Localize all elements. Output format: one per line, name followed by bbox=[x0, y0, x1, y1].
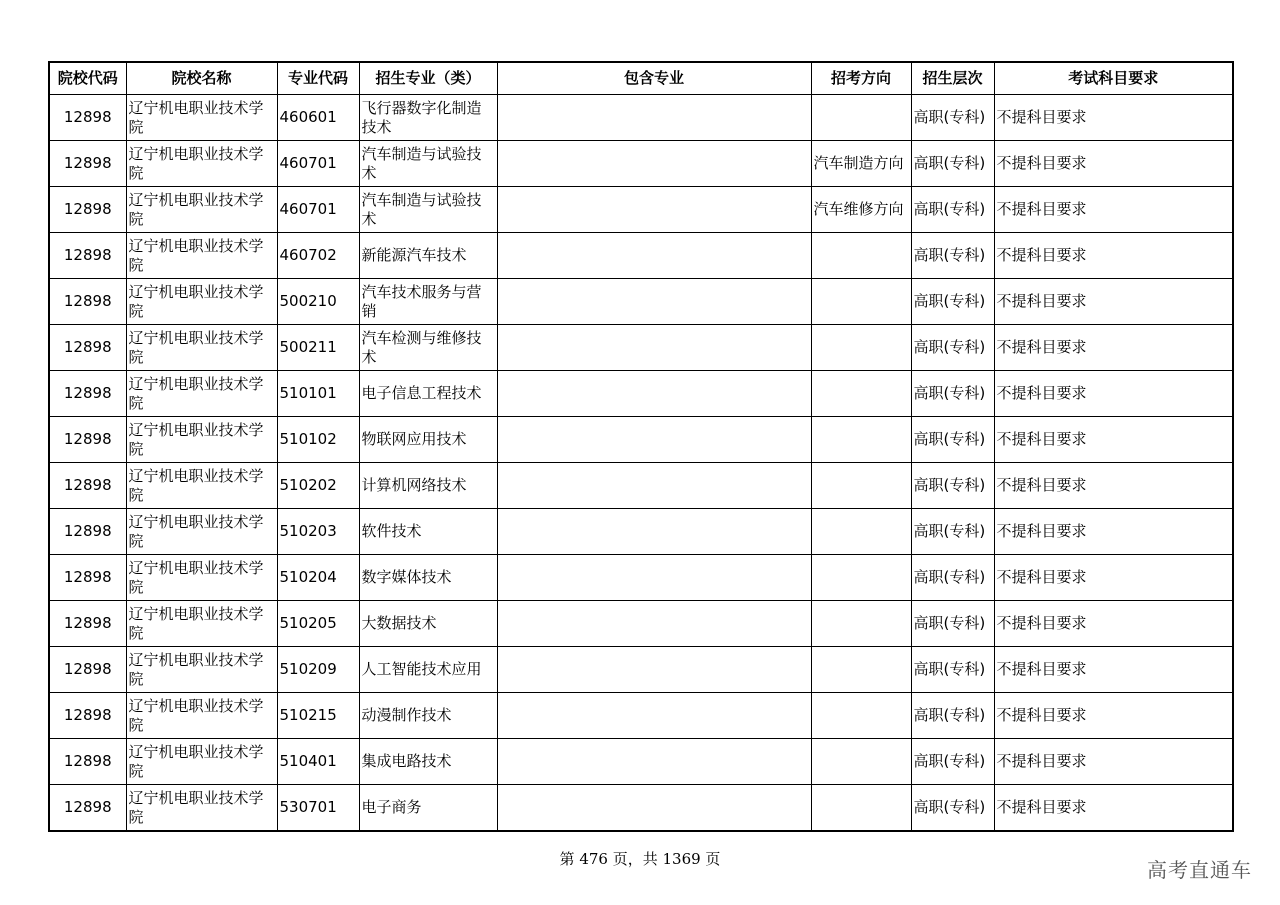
cell-included-majors bbox=[497, 693, 811, 739]
cell-major-name: 汽车制造与试验技术 bbox=[359, 141, 497, 187]
cell-school-code: 12898 bbox=[49, 555, 126, 601]
page-number: 第 476 页，共 1369 页 bbox=[559, 850, 721, 868]
cell-major-code: 510204 bbox=[277, 555, 359, 601]
cell-major-name: 数字媒体技术 bbox=[359, 555, 497, 601]
cell-level: 高职(专科) bbox=[911, 739, 994, 785]
cell-school-code: 12898 bbox=[49, 463, 126, 509]
cell-school-code: 12898 bbox=[49, 509, 126, 555]
cell-major-name: 集成电路技术 bbox=[359, 739, 497, 785]
cell-school-code: 12898 bbox=[49, 739, 126, 785]
cell-direction bbox=[811, 325, 911, 371]
cell-major-code: 510101 bbox=[277, 371, 359, 417]
table-row bbox=[49, 555, 1233, 601]
cell-direction bbox=[811, 601, 911, 647]
cell-major-name: 汽车检测与维修技术 bbox=[359, 325, 497, 371]
header-direction: 招考方向 bbox=[811, 62, 911, 95]
cell-direction: 汽车制造方向 bbox=[811, 141, 911, 187]
cell-school-code: 12898 bbox=[49, 279, 126, 325]
cell-school-name: 辽宁机电职业技术学院 bbox=[126, 95, 277, 141]
cell-direction bbox=[811, 463, 911, 509]
cell-school-name: 辽宁机电职业技术学院 bbox=[126, 325, 277, 371]
cell-level: 高职(专科) bbox=[911, 555, 994, 601]
table-row bbox=[49, 371, 1233, 417]
cell-school-name: 辽宁机电职业技术学院 bbox=[126, 279, 277, 325]
cell-school-code: 12898 bbox=[49, 141, 126, 187]
cell-level: 高职(专科) bbox=[911, 233, 994, 279]
cell-major-name: 汽车技术服务与营销 bbox=[359, 279, 497, 325]
cell-school-name: 辽宁机电职业技术学院 bbox=[126, 693, 277, 739]
cell-major-name: 物联网应用技术 bbox=[359, 417, 497, 463]
cell-major-name: 大数据技术 bbox=[359, 601, 497, 647]
cell-major-code: 510215 bbox=[277, 693, 359, 739]
cell-school-code: 12898 bbox=[49, 417, 126, 463]
cell-subject-requirements: 不提科目要求 bbox=[994, 647, 1233, 693]
table-header-row bbox=[49, 62, 1233, 95]
cell-included-majors bbox=[497, 325, 811, 371]
cell-school-code: 12898 bbox=[49, 325, 126, 371]
cell-included-majors bbox=[497, 95, 811, 141]
cell-subject-requirements: 不提科目要求 bbox=[994, 233, 1233, 279]
cell-included-majors bbox=[497, 417, 811, 463]
cell-included-majors bbox=[497, 233, 811, 279]
cell-school-name: 辽宁机电职业技术学院 bbox=[126, 739, 277, 785]
cell-direction bbox=[811, 371, 911, 417]
cell-school-name: 辽宁机电职业技术学院 bbox=[126, 785, 277, 832]
cell-direction bbox=[811, 785, 911, 832]
table-row bbox=[49, 739, 1233, 785]
cell-school-name: 辽宁机电职业技术学院 bbox=[126, 187, 277, 233]
cell-level: 高职(专科) bbox=[911, 785, 994, 832]
cell-school-name: 辽宁机电职业技术学院 bbox=[126, 463, 277, 509]
table-row bbox=[49, 187, 1233, 233]
cell-school-name: 辽宁机电职业技术学院 bbox=[126, 555, 277, 601]
table-row bbox=[49, 463, 1233, 509]
cell-level: 高职(专科) bbox=[911, 693, 994, 739]
cell-level: 高职(专科) bbox=[911, 601, 994, 647]
cell-included-majors bbox=[497, 141, 811, 187]
cell-school-code: 12898 bbox=[49, 693, 126, 739]
cell-level: 高职(专科) bbox=[911, 371, 994, 417]
cell-school-name: 辽宁机电职业技术学院 bbox=[126, 647, 277, 693]
header-school-code: 院校代码 bbox=[49, 62, 126, 95]
cell-included-majors bbox=[497, 509, 811, 555]
cell-school-code: 12898 bbox=[49, 371, 126, 417]
cell-subject-requirements: 不提科目要求 bbox=[994, 95, 1233, 141]
cell-subject-requirements: 不提科目要求 bbox=[994, 463, 1233, 509]
cell-school-code: 12898 bbox=[49, 785, 126, 832]
cell-major-code: 510209 bbox=[277, 647, 359, 693]
cell-major-name: 新能源汽车技术 bbox=[359, 233, 497, 279]
table-row bbox=[49, 141, 1233, 187]
cell-included-majors bbox=[497, 785, 811, 832]
cell-direction bbox=[811, 555, 911, 601]
cell-included-majors bbox=[497, 371, 811, 417]
cell-level: 高职(专科) bbox=[911, 325, 994, 371]
cell-subject-requirements: 不提科目要求 bbox=[994, 187, 1233, 233]
cell-direction bbox=[811, 233, 911, 279]
cell-direction: 汽车维修方向 bbox=[811, 187, 911, 233]
cell-school-name: 辽宁机电职业技术学院 bbox=[126, 417, 277, 463]
cell-subject-requirements: 不提科目要求 bbox=[994, 141, 1233, 187]
cell-level: 高职(专科) bbox=[911, 647, 994, 693]
cell-school-code: 12898 bbox=[49, 95, 126, 141]
cell-direction bbox=[811, 95, 911, 141]
cell-school-code: 12898 bbox=[49, 233, 126, 279]
cell-school-name: 辽宁机电职业技术学院 bbox=[126, 601, 277, 647]
cell-major-code: 510102 bbox=[277, 417, 359, 463]
cell-level: 高职(专科) bbox=[911, 95, 994, 141]
cell-subject-requirements: 不提科目要求 bbox=[994, 325, 1233, 371]
cell-school-name: 辽宁机电职业技术学院 bbox=[126, 509, 277, 555]
cell-school-name: 辽宁机电职业技术学院 bbox=[126, 233, 277, 279]
table-row bbox=[49, 601, 1233, 647]
header-included-majors: 包含专业 bbox=[497, 62, 811, 95]
cell-major-code: 460601 bbox=[277, 95, 359, 141]
cell-subject-requirements: 不提科目要求 bbox=[994, 739, 1233, 785]
cell-direction bbox=[811, 509, 911, 555]
header-major-code: 专业代码 bbox=[277, 62, 359, 95]
cell-major-code: 460701 bbox=[277, 141, 359, 187]
header-level: 招生层次 bbox=[911, 62, 994, 95]
cell-major-name: 电子信息工程技术 bbox=[359, 371, 497, 417]
table-row bbox=[49, 693, 1233, 739]
cell-major-code: 510203 bbox=[277, 509, 359, 555]
cell-major-code: 500210 bbox=[277, 279, 359, 325]
cell-subject-requirements: 不提科目要求 bbox=[994, 279, 1233, 325]
admissions-table bbox=[48, 61, 1234, 832]
cell-included-majors bbox=[497, 601, 811, 647]
cell-subject-requirements: 不提科目要求 bbox=[994, 693, 1233, 739]
cell-major-name: 汽车制造与试验技术 bbox=[359, 187, 497, 233]
cell-major-name: 人工智能技术应用 bbox=[359, 647, 497, 693]
table-row bbox=[49, 233, 1233, 279]
cell-school-code: 12898 bbox=[49, 647, 126, 693]
cell-direction bbox=[811, 279, 911, 325]
cell-direction bbox=[811, 647, 911, 693]
table-row bbox=[49, 509, 1233, 555]
cell-direction bbox=[811, 693, 911, 739]
cell-level: 高职(专科) bbox=[911, 279, 994, 325]
cell-school-name: 辽宁机电职业技术学院 bbox=[126, 371, 277, 417]
cell-major-name: 飞行器数字化制造技术 bbox=[359, 95, 497, 141]
cell-included-majors bbox=[497, 739, 811, 785]
cell-included-majors bbox=[497, 279, 811, 325]
cell-level: 高职(专科) bbox=[911, 187, 994, 233]
cell-subject-requirements: 不提科目要求 bbox=[994, 417, 1233, 463]
cell-school-code: 12898 bbox=[49, 187, 126, 233]
table-body bbox=[49, 95, 1233, 832]
cell-subject-requirements: 不提科目要求 bbox=[994, 785, 1233, 832]
cell-included-majors bbox=[497, 187, 811, 233]
table-row bbox=[49, 95, 1233, 141]
cell-subject-requirements: 不提科目要求 bbox=[994, 371, 1233, 417]
cell-major-code: 460702 bbox=[277, 233, 359, 279]
cell-level: 高职(专科) bbox=[911, 463, 994, 509]
cell-major-code: 530701 bbox=[277, 785, 359, 832]
cell-direction bbox=[811, 739, 911, 785]
header-major-name: 招生专业（类） bbox=[359, 62, 497, 95]
cell-direction bbox=[811, 417, 911, 463]
cell-included-majors bbox=[497, 555, 811, 601]
cell-level: 高职(专科) bbox=[911, 417, 994, 463]
cell-major-name: 电子商务 bbox=[359, 785, 497, 832]
cell-major-name: 动漫制作技术 bbox=[359, 693, 497, 739]
cell-included-majors bbox=[497, 647, 811, 693]
cell-included-majors bbox=[497, 463, 811, 509]
table-row bbox=[49, 785, 1233, 832]
header-subject-requirements: 考试科目要求 bbox=[994, 62, 1233, 95]
cell-subject-requirements: 不提科目要求 bbox=[994, 555, 1233, 601]
cell-school-code: 12898 bbox=[49, 601, 126, 647]
cell-subject-requirements: 不提科目要求 bbox=[994, 601, 1233, 647]
cell-major-name: 软件技术 bbox=[359, 509, 497, 555]
cell-subject-requirements: 不提科目要求 bbox=[994, 509, 1233, 555]
cell-major-code: 460701 bbox=[277, 187, 359, 233]
cell-major-code: 510401 bbox=[277, 739, 359, 785]
cell-major-code: 510202 bbox=[277, 463, 359, 509]
table-row bbox=[49, 647, 1233, 693]
cell-school-name: 辽宁机电职业技术学院 bbox=[126, 141, 277, 187]
cell-major-name: 计算机网络技术 bbox=[359, 463, 497, 509]
table-row bbox=[49, 279, 1233, 325]
cell-major-code: 500211 bbox=[277, 325, 359, 371]
cell-level: 高职(专科) bbox=[911, 509, 994, 555]
cell-major-code: 510205 bbox=[277, 601, 359, 647]
cell-level: 高职(专科) bbox=[911, 141, 994, 187]
watermark-text: 高考直通车 bbox=[1147, 858, 1252, 882]
table-row bbox=[49, 325, 1233, 371]
table-row bbox=[49, 417, 1233, 463]
header-school-name: 院校名称 bbox=[126, 62, 277, 95]
